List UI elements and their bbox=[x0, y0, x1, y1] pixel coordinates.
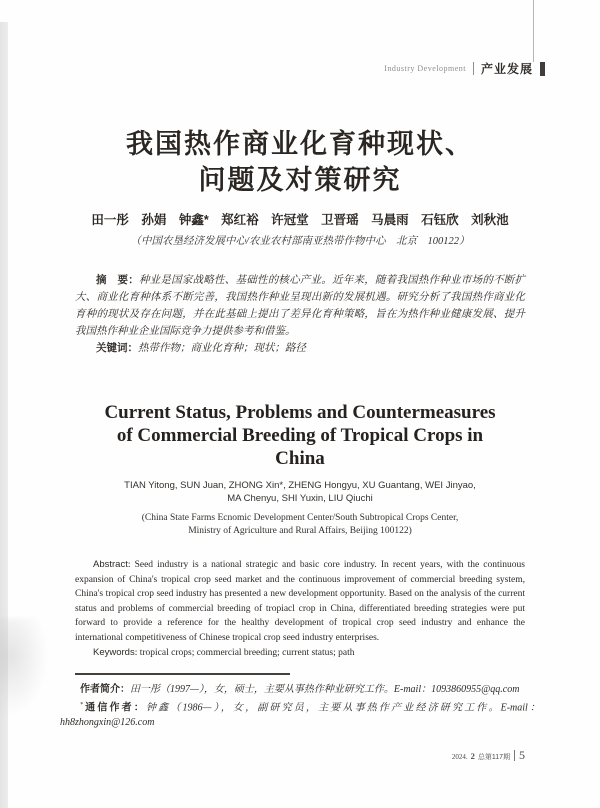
page-footer bbox=[452, 748, 525, 763]
abstract-english bbox=[75, 558, 525, 646]
keywords-english bbox=[75, 646, 525, 661]
footer-divider bbox=[514, 750, 515, 761]
affiliation-en-line2: Ministry of Agriculture and Rural Affairs, Beijing 100122) bbox=[188, 525, 412, 536]
keywords-text-chinese: 热带作物；商业化育种；现状；路径 bbox=[138, 343, 306, 354]
abstract-chinese-paragraph bbox=[75, 272, 525, 340]
corresponding-author-star: * bbox=[80, 701, 83, 708]
footer-month: 2 bbox=[470, 751, 475, 761]
abstract-label-chinese: 摘 要： bbox=[96, 274, 139, 286]
footer-issue: 总第117期 bbox=[477, 754, 510, 761]
authors-en-line1: TIAN Yitong, SUN Juan, ZHONG Xin*, ZHENG Hongyu, XU Guantang, WEI Jinyao, bbox=[124, 480, 476, 491]
keywords-chinese bbox=[75, 340, 525, 357]
keywords-label-chinese: 关键词： bbox=[96, 342, 138, 354]
section-title-english: Industry Development bbox=[384, 64, 466, 73]
article-title-chinese bbox=[60, 126, 540, 198]
affiliation-chinese: （中国农垦经济发展中心/农业农村部南亚热带作物中心 北京 100122） bbox=[130, 236, 470, 247]
abstract-label-english: Abstract bbox=[93, 559, 128, 570]
abstract-text-english: : Seed industry is a national strategic and basic core industry. In recent years, with the continuous expansion of China's tropical crop seed market and the continuous improvement of commercial breeding system, China's tropical crop seed industry has presented a new development opportunity. Based on the analysis of the current status and problems of commercial breeding of tropiacl crop in China, differentiated breeding strategies were put forward to provide a reference for the healthy development of tropical crop seed industry and enhance the international competitiveness of Chinese tropical crop seed industry enterprises. bbox=[75, 560, 525, 643]
footer-year: 2024. bbox=[451, 753, 468, 761]
abstract-chinese bbox=[75, 272, 525, 340]
corresponding-author-footnote bbox=[60, 698, 540, 731]
footer-page-number: 5 bbox=[519, 748, 525, 762]
title-en-line1: Current Status, Problems and Countermeasures bbox=[104, 402, 496, 423]
authors-en-line2: MA Chenyu, SHI Yuxin, LIU Qiuchi bbox=[227, 493, 373, 504]
corresponding-author-label: 通信作者： bbox=[83, 701, 147, 713]
keywords-text-english: : tropical crops; commercial breeding; current status; path bbox=[134, 647, 355, 658]
affiliation-english bbox=[60, 512, 540, 537]
title-zh-line1: 我国热作商业化育种现状、 bbox=[126, 129, 474, 159]
footnote-divider bbox=[75, 673, 290, 675]
article-title-english bbox=[60, 401, 540, 470]
footnotes bbox=[60, 682, 540, 731]
title-en-line2: of Commercial Breeding of Tropical Crops in bbox=[116, 425, 484, 446]
title-en-line3: China bbox=[275, 448, 325, 469]
corresponding-author-text: 钟鑫（1986—），女，副研究员，主要从事热作产业经济研究工作。E-mail：hh8zhongxin@126.com bbox=[60, 701, 541, 729]
title-zh-line2: 问题及对策研究 bbox=[198, 165, 402, 195]
authors-chinese: 田一彤 孙娟 钟鑫* 郑红裕 许冠堂 卫晋瑶 马晨雨 石钰欣 刘秋池 bbox=[91, 213, 509, 227]
abstract-english-paragraph bbox=[75, 558, 525, 646]
authors-english bbox=[60, 479, 540, 505]
keywords-label-english: Keywords bbox=[93, 646, 135, 658]
author-bio-footnote bbox=[60, 682, 540, 698]
section-title-chinese: 产业发展 bbox=[480, 62, 533, 76]
author-bio-text: 田一彤（1997—），女，硕士，主要从事热作种业研究工作。E-mail：1093860955@qq.com bbox=[130, 684, 520, 696]
author-bio-label: 作者简介： bbox=[80, 684, 130, 696]
affiliation-en-line1: (China State Farms Ecnomic Development Center/South Subtropical Crops Center, bbox=[141, 513, 459, 523]
abstract-text-chinese: 种业是国家战略性、基础性的核心产业。近年来，随着我国热作种业市场的不断扩大、商业化育种体系不断完善，我国热作种业呈现出新的发展机遇。研究分析了我国热作商业化育种的现状及存在问题，并在此基础上提出了差异化育种策略，旨在为热作种业健康发展、提升我国热作种业企业国际竞争力提供参考和借鉴。 bbox=[75, 275, 526, 337]
